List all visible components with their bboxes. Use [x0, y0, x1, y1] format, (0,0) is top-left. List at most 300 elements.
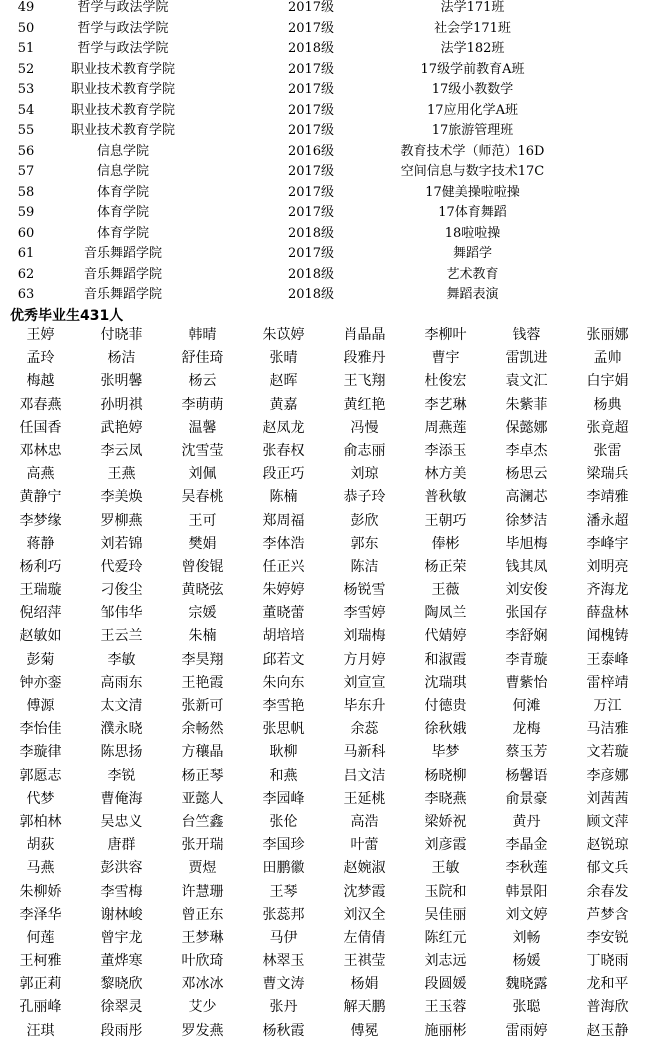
graduate-name: 马伊 — [269, 929, 298, 946]
table-row — [0, 80, 648, 100]
graduate-name: 杨典 — [593, 396, 622, 413]
graduate-name: 龙和平 — [586, 976, 629, 993]
class-cell: 17健美操啦啦操 — [425, 184, 520, 200]
graduate-name: 李添玉 — [424, 442, 467, 459]
grade-cell: 2017级 — [287, 164, 335, 179]
graduate-name: 付晓菲 — [100, 327, 143, 343]
graduate-name: 雷凯进 — [505, 350, 548, 367]
row-number: 63 — [17, 287, 35, 302]
name-row — [0, 996, 648, 1019]
graduate-name: 杨利巧 — [19, 558, 62, 575]
graduates-name-grid — [0, 324, 648, 1043]
college-cell: 体育学院 — [96, 184, 149, 200]
graduate-name: 王琴 — [269, 883, 298, 900]
college-cell: 职业技术教育学院 — [70, 82, 175, 97]
graduate-name: 杨媛 — [512, 953, 541, 970]
graduate-name: 肖晶晶 — [343, 327, 386, 343]
graduate-name: 杨云 — [188, 373, 217, 390]
graduate-name: 雷梓靖 — [586, 674, 629, 691]
graduate-name: 梅越 — [26, 373, 55, 390]
graduate-name: 黄丹 — [512, 813, 541, 830]
graduate-name: 段正巧 — [262, 466, 305, 483]
graduate-name: 郑周福 — [262, 512, 305, 529]
graduate-name: 张国存 — [505, 605, 548, 622]
graduate-name: 杨锐雪 — [343, 582, 386, 599]
name-row — [0, 927, 648, 950]
graduate-name: 钟亦銮 — [19, 674, 62, 691]
graduate-name: 毕东升 — [343, 698, 386, 714]
row-number: 54 — [17, 102, 35, 118]
row-number: 49 — [17, 0, 35, 15]
graduate-name: 傅冕 — [350, 1022, 379, 1039]
graduate-name: 余春发 — [586, 883, 629, 900]
class-cell: 法学182班 — [440, 41, 505, 56]
grade-cell: 2017级 — [287, 0, 335, 15]
grade-cell: 2017级 — [287, 20, 335, 36]
graduate-name: 杨思云 — [505, 466, 548, 483]
graduate-name: 李彦娜 — [586, 767, 629, 784]
graduate-name: 曾俊锟 — [181, 558, 224, 575]
table-row — [0, 0, 648, 18]
graduate-name: 冯慢 — [350, 419, 379, 436]
graduate-name: 吴忠义 — [100, 813, 143, 830]
graduate-name: 何莲 — [26, 929, 55, 946]
graduate-name: 张晴 — [269, 350, 298, 367]
graduate-name: 韩晴 — [188, 327, 217, 343]
graduate-name: 段雨彤 — [100, 1022, 143, 1039]
graduate-name: 顾文萍 — [586, 813, 629, 830]
name-row — [0, 765, 648, 788]
class-cell: 教育技术学（师范）16D — [400, 143, 545, 159]
graduate-name: 唐群 — [107, 837, 136, 854]
graduate-name: 台竺鑫 — [181, 813, 224, 830]
graduate-name: 王云兰 — [100, 628, 143, 645]
graduate-name: 曹文涛 — [262, 976, 305, 993]
graduate-name: 曾正东 — [181, 906, 224, 923]
class-cell: 空间信息与数字技术17C — [400, 164, 545, 179]
grade-cell: 2017级 — [287, 184, 335, 200]
graduate-name: 杨正琴 — [181, 767, 224, 784]
graduate-name: 郁文兵 — [586, 860, 629, 877]
graduate-name: 王柯雅 — [19, 953, 62, 970]
graduate-name: 谢林峻 — [100, 906, 143, 923]
graduate-name: 吕文洁 — [343, 767, 386, 784]
graduate-name: 孟玲 — [26, 350, 55, 367]
graduate-name: 罗发燕 — [181, 1022, 224, 1039]
row-number: 55 — [17, 123, 35, 138]
graduate-name: 张思帆 — [262, 721, 305, 738]
graduate-name: 张丽娜 — [586, 327, 629, 343]
graduate-name: 沈雪莹 — [181, 442, 224, 459]
graduate-name: 武艳婷 — [100, 419, 143, 436]
graduate-name: 邓冰冰 — [181, 976, 224, 993]
graduate-name: 李雪梅 — [100, 883, 143, 900]
name-row — [0, 556, 648, 579]
graduate-name: 雷雨婷 — [505, 1022, 548, 1039]
row-number: 62 — [17, 266, 35, 282]
graduate-name: 陈楠 — [269, 489, 298, 506]
college-cell: 哲学与政法学院 — [77, 0, 169, 15]
graduate-name: 吴佳丽 — [424, 906, 467, 923]
graduate-name: 张雷 — [593, 442, 622, 459]
graduate-name: 邱若文 — [262, 651, 305, 668]
graduate-name: 杨馨语 — [505, 767, 548, 784]
graduate-name: 李青璇 — [505, 651, 548, 668]
graduate-name: 艾少 — [188, 999, 217, 1016]
graduate-name: 任国香 — [19, 419, 62, 436]
class-cell: 18啦啦操 — [444, 225, 501, 241]
graduate-name: 李美焕 — [100, 489, 143, 506]
row-number: 52 — [17, 61, 35, 77]
graduate-name: 王飞翔 — [343, 373, 386, 390]
name-row — [0, 834, 648, 857]
table-row — [0, 60, 648, 80]
name-row — [0, 347, 648, 370]
graduate-name: 董烨寒 — [100, 953, 143, 970]
graduate-name: 李晓燕 — [424, 790, 467, 807]
graduate-name: 李云凤 — [100, 442, 143, 459]
graduate-name: 徐梦洁 — [505, 512, 548, 529]
grade-cell: 2017级 — [287, 82, 335, 97]
graduate-name: 杨晓柳 — [424, 767, 467, 784]
graduate-name: 左倩倩 — [343, 929, 386, 946]
table-row — [0, 19, 648, 39]
graduate-name: 高雨东 — [100, 674, 143, 691]
name-row — [0, 741, 648, 764]
graduate-name: 彭欣 — [350, 512, 379, 529]
graduate-name: 余蕊 — [350, 721, 379, 738]
graduate-name: 张伦 — [269, 813, 298, 830]
graduate-name: 李安锐 — [586, 929, 629, 946]
graduate-name: 普秋敏 — [424, 489, 467, 506]
graduate-name: 李柳叶 — [424, 327, 467, 343]
graduate-name: 吴春桃 — [181, 489, 224, 506]
graduate-name: 龙梅 — [512, 721, 541, 738]
grade-cell: 2018级 — [287, 266, 335, 282]
graduate-name: 朱楠 — [188, 628, 217, 645]
class-cell: 舞蹈学 — [452, 246, 492, 261]
row-number: 58 — [17, 184, 35, 200]
graduate-name: 贾煜 — [188, 860, 217, 877]
graduate-name: 蒋静 — [26, 535, 55, 552]
graduate-name: 赵婉淑 — [343, 860, 386, 877]
graduate-name: 杨正荣 — [424, 558, 467, 575]
class-cell: 艺术教育 — [446, 266, 499, 282]
graduate-name: 李敏 — [107, 651, 136, 668]
grade-cell: 2017级 — [287, 246, 335, 261]
graduate-name: 张聪 — [512, 999, 541, 1016]
graduate-name: 付德贵 — [424, 698, 467, 714]
college-cell: 职业技术教育学院 — [70, 102, 175, 118]
college-cell: 信息学院 — [96, 164, 149, 179]
graduate-name: 代爱玲 — [100, 558, 143, 575]
graduate-name: 潘永超 — [586, 512, 629, 529]
graduate-name: 孔丽峰 — [19, 999, 62, 1016]
name-row — [0, 973, 648, 996]
graduate-name: 曾宇龙 — [100, 929, 143, 946]
graduate-name: 彭洪容 — [100, 860, 143, 877]
grade-cell: 2018级 — [287, 287, 335, 302]
graduate-name: 耿柳 — [269, 744, 298, 761]
graduate-name: 玉院和 — [424, 883, 467, 900]
table-row — [0, 183, 648, 203]
graduate-name: 刘茜茜 — [586, 790, 629, 807]
graduate-name: 韩景阳 — [505, 883, 548, 900]
name-row — [0, 602, 648, 625]
graduate-name: 丁晓雨 — [586, 953, 629, 970]
graduate-name: 刘琼 — [350, 466, 379, 483]
graduate-name: 马洁雅 — [586, 721, 629, 738]
graduate-name: 齐海龙 — [586, 582, 629, 599]
graduate-name: 俞志丽 — [343, 442, 386, 459]
graduate-name: 田鹏徽 — [262, 860, 305, 877]
table-row — [0, 244, 648, 264]
graduate-name: 杨娟 — [350, 976, 379, 993]
graduate-name: 蔡玉芳 — [505, 744, 548, 761]
graduate-name: 李体浩 — [262, 535, 305, 552]
name-row — [0, 533, 648, 556]
graduate-name: 段圆媛 — [424, 976, 467, 993]
graduate-name: 亚懿人 — [181, 790, 224, 807]
graduate-name: 林方美 — [424, 466, 467, 483]
name-row — [0, 1020, 648, 1043]
graduate-name: 王玉蓉 — [424, 999, 467, 1016]
table-row — [0, 162, 648, 182]
name-row — [0, 649, 648, 672]
graduate-name: 任正兴 — [262, 558, 305, 575]
graduate-name: 李舒娴 — [505, 628, 548, 645]
graduate-name: 陈洁 — [350, 558, 379, 575]
grade-cell: 2018级 — [287, 225, 335, 241]
graduate-name: 马新科 — [343, 744, 386, 761]
graduate-name: 万江 — [593, 698, 622, 714]
graduate-name: 宗媛 — [188, 605, 217, 622]
graduate-name: 王可 — [188, 512, 217, 529]
graduate-name: 邓春燕 — [19, 396, 62, 413]
graduate-name: 赵凤龙 — [262, 419, 305, 436]
grade-cell: 2017级 — [287, 61, 335, 77]
graduate-name: 叶蕾 — [350, 837, 379, 854]
graduate-name: 胡荻 — [26, 837, 55, 854]
row-number: 59 — [17, 205, 35, 220]
graduate-name: 李晶金 — [505, 837, 548, 854]
graduate-name: 舒佳琦 — [181, 350, 224, 367]
graduate-name: 徐秋娥 — [424, 721, 467, 738]
graduate-name: 闻槐铸 — [586, 628, 629, 645]
graduate-name: 刘瑞梅 — [343, 628, 386, 645]
table-row — [0, 224, 648, 244]
graduate-name: 施丽彬 — [424, 1022, 467, 1039]
row-number: 51 — [17, 41, 35, 56]
graduate-name: 高浩 — [350, 813, 379, 830]
graduate-name: 刘文婷 — [505, 906, 548, 923]
graduate-name: 王燕 — [107, 466, 136, 483]
name-row — [0, 579, 648, 602]
graduate-name: 王祺莹 — [343, 953, 386, 970]
graduates-heading: 优秀毕业生431人 — [10, 308, 124, 324]
row-number: 60 — [17, 225, 35, 241]
graduate-name: 代婧婷 — [424, 628, 467, 645]
name-row — [0, 811, 648, 834]
college-cell: 哲学与政法学院 — [77, 20, 169, 36]
college-cell: 信息学院 — [96, 143, 149, 159]
graduate-name: 杨洁 — [107, 350, 136, 367]
graduate-name: 李昊翔 — [181, 651, 224, 668]
graduate-name: 许慧珊 — [181, 883, 224, 900]
graduate-name: 陈红元 — [424, 929, 467, 946]
graduate-name: 段雅丹 — [343, 350, 386, 367]
grade-cell: 2018级 — [287, 41, 335, 56]
graduate-name: 王梦琳 — [181, 929, 224, 946]
table-row — [0, 285, 648, 305]
graduate-name: 梁瑞兵 — [586, 466, 629, 483]
graduate-name: 解天鹏 — [343, 999, 386, 1016]
college-cell: 体育学院 — [96, 205, 149, 220]
graduate-name: 太文清 — [100, 698, 143, 714]
name-row — [0, 672, 648, 695]
graduate-name: 李卓杰 — [505, 442, 548, 459]
graduate-name: 李靖雅 — [586, 489, 629, 506]
graduate-name: 恭子玲 — [343, 489, 386, 506]
graduate-name: 钱蓉 — [512, 327, 541, 343]
graduate-name: 曹紫怡 — [505, 674, 548, 691]
graduate-name: 杜俊宏 — [424, 373, 467, 390]
graduate-name: 黄静宁 — [19, 489, 62, 506]
graduate-name: 刘佩 — [188, 466, 217, 483]
graduate-name: 张春权 — [262, 442, 305, 459]
graduate-name: 文若璇 — [586, 744, 629, 761]
graduate-name: 朱婷婷 — [262, 582, 305, 599]
graduate-name: 袁文汇 — [505, 373, 548, 390]
graduate-name: 毕梦 — [431, 744, 460, 761]
graduate-name: 钱其凤 — [505, 558, 548, 575]
graduate-name: 曹俺海 — [100, 790, 143, 807]
graduate-name: 李秋莲 — [505, 860, 548, 877]
row-number: 56 — [17, 143, 35, 159]
college-cell: 音乐舞蹈学院 — [83, 287, 162, 302]
graduate-name: 朱柳娇 — [19, 883, 62, 900]
graduate-name: 孟帅 — [593, 350, 622, 367]
name-row — [0, 695, 648, 718]
college-cell: 体育学院 — [96, 225, 149, 241]
college-cell: 职业技术教育学院 — [70, 123, 175, 138]
graduate-name: 高澜芯 — [505, 489, 548, 506]
graduate-name: 孙明祺 — [100, 396, 143, 413]
graduate-name: 彭菊 — [26, 651, 55, 668]
class-cell: 17旅游管理班 — [431, 123, 514, 138]
name-row — [0, 486, 648, 509]
graduate-name: 林翠玉 — [262, 953, 305, 970]
class-cell: 舞蹈表演 — [446, 287, 499, 302]
name-row — [0, 857, 648, 880]
graduate-name: 王敏 — [431, 860, 460, 877]
graduate-name: 罗柳燕 — [100, 512, 143, 529]
graduate-name: 刘明亮 — [586, 558, 629, 575]
graduate-name: 朱紫菲 — [505, 396, 548, 413]
graduate-name: 高燕 — [26, 466, 55, 483]
graduate-name: 李怡佳 — [19, 721, 62, 738]
table-row — [0, 203, 648, 223]
graduate-name: 赵敏如 — [19, 628, 62, 645]
graduate-name: 刘若锦 — [100, 535, 143, 552]
graduate-name: 张新可 — [181, 698, 224, 714]
name-row — [0, 904, 648, 927]
graduate-name: 刘志远 — [424, 953, 467, 970]
graduate-name: 梁娇祝 — [424, 813, 467, 830]
class-cell: 17级小教数学 — [431, 82, 514, 97]
graduate-name: 赵玉静 — [586, 1022, 629, 1039]
graduate-name: 方月婷 — [343, 651, 386, 668]
college-cell: 职业技术教育学院 — [70, 61, 175, 77]
name-row — [0, 417, 648, 440]
graduate-name: 方穰晶 — [181, 744, 224, 761]
name-row — [0, 394, 648, 417]
graduate-name: 赵晖 — [269, 373, 298, 390]
grade-cell: 2017级 — [287, 123, 335, 138]
graduate-name: 刘畅 — [512, 929, 541, 946]
graduate-name: 樊娟 — [188, 535, 217, 552]
graduate-name: 俞景豪 — [505, 790, 548, 807]
graduate-name: 周燕莲 — [424, 419, 467, 436]
name-row — [0, 440, 648, 463]
graduate-name: 刘汉全 — [343, 906, 386, 923]
table-row — [0, 121, 648, 141]
graduate-name: 王延桃 — [343, 790, 386, 807]
graduate-name: 王瑞璇 — [19, 582, 62, 599]
graduate-name: 刁俊尘 — [100, 582, 143, 599]
graduate-name: 郭愿志 — [19, 767, 62, 784]
graduate-name: 李梦缘 — [19, 512, 62, 529]
graduate-name: 郭正莉 — [19, 976, 62, 993]
graduate-name: 薛盘林 — [586, 605, 629, 622]
name-row — [0, 510, 648, 533]
graduate-name: 张丹 — [269, 999, 298, 1016]
name-row — [0, 788, 648, 811]
grade-cell: 2016级 — [287, 143, 335, 159]
graduate-name: 李萌萌 — [181, 396, 224, 413]
graduate-name: 黎晓欣 — [100, 976, 143, 993]
graduate-name: 王泰峰 — [586, 651, 629, 668]
graduate-name: 李雪婷 — [343, 605, 386, 622]
graduate-name: 俸彬 — [431, 535, 460, 552]
graduate-name: 傅源 — [26, 698, 55, 714]
graduate-name: 陶凤兰 — [424, 605, 467, 622]
graduate-name: 黄红艳 — [343, 396, 386, 413]
row-number: 61 — [17, 246, 35, 261]
graduate-name: 黄嘉 — [269, 396, 298, 413]
row-number: 57 — [17, 164, 35, 179]
grade-cell: 2017级 — [287, 205, 335, 220]
graduate-name: 邹伟华 — [100, 605, 143, 622]
graduate-name: 普海欣 — [586, 999, 629, 1016]
graduate-name: 邓林忠 — [19, 442, 62, 459]
graduate-name: 叶欣琦 — [181, 953, 224, 970]
table-row — [0, 39, 648, 59]
graduate-name: 张明馨 — [100, 373, 143, 390]
graduate-name: 张开瑞 — [181, 837, 224, 854]
graduate-name: 李艺琳 — [424, 396, 467, 413]
graduate-name: 朱向东 — [262, 674, 305, 691]
graduate-name: 王婷 — [26, 327, 55, 343]
graduate-name: 魏晓露 — [505, 976, 548, 993]
graduate-name: 张蕊邦 — [262, 906, 305, 923]
graduate-name: 李雪艳 — [262, 698, 305, 714]
graduate-name: 王朝巧 — [424, 512, 467, 529]
graduate-name: 陈思扬 — [100, 744, 143, 761]
table-row — [0, 142, 648, 162]
graduate-name: 刘安俊 — [505, 582, 548, 599]
class-cell: 17体育舞蹈 — [438, 205, 507, 220]
